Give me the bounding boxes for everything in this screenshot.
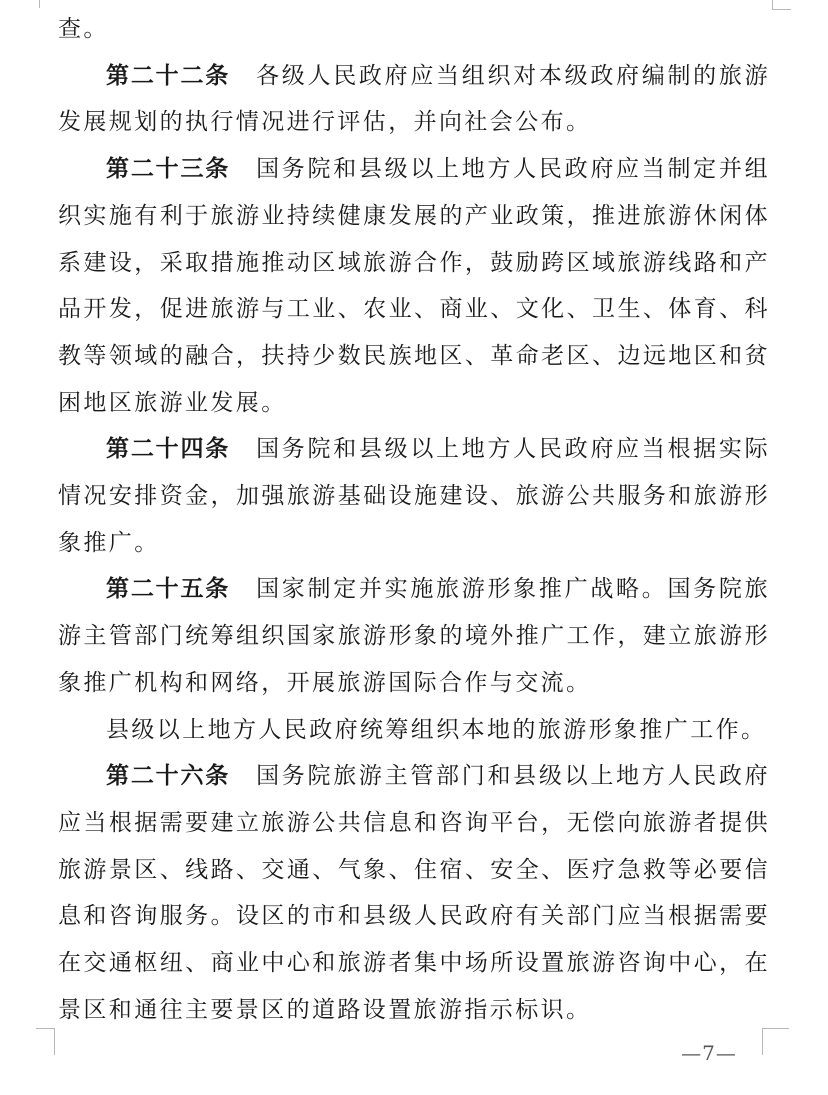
article-heading: 第二十二条 (106, 62, 231, 89)
paragraph-text: 县级以上地方人民政府统筹组织本地的旅游形象推广工作。 (106, 716, 767, 743)
article-22 (58, 53, 770, 146)
article-26 (58, 753, 770, 1033)
article-text: 国务院旅游主管部门和县级以上地方人民政府应当根据需要建立旅游公共信息和咨询平台，无偿向旅游者提供旅游景区、线路、交通、气象、住宿、安全、医疗急救等必要信息和咨询服务。设区的市和县级人民政府有关部门应当根据需要在交通枢纽、商业中心和旅游者集中场所设置旅游咨询中心，在景区和通往主要景区的道路设置旅游指示标识。 (58, 763, 770, 1023)
article-heading: 第二十三条 (106, 156, 231, 183)
article-text: 国务院和县级以上地方人民政府应当制定并组织实施有利于旅游业持续健康发展的产业政策，推进旅游休闲体系建设，采取措施推动区域旅游合作，鼓励跨区域旅游线路和产品开发，促进旅游与工业、农业、商业、文化、卫生、体育、科教等领域的融合，扶持少数民族地区、革命老区、边远地区和贫困地区旅游业发展。 (58, 156, 770, 416)
crop-mark-top-left (38, 0, 40, 8)
crop-mark-bottom-left (36, 1028, 55, 1055)
crop-mark-top-right (772, 0, 791, 10)
article-heading: 第二十五条 (106, 576, 231, 603)
document-body (58, 6, 770, 1033)
page-number: —7— (681, 1041, 737, 1065)
article-23 (58, 146, 770, 426)
article-24 (58, 426, 770, 566)
article-text: 国务院和县级以上地方人民政府应当根据实际情况安排资金，加强旅游基础设施建设、旅游公共服务和旅游形象推广。 (58, 436, 770, 556)
article-25 (58, 566, 770, 706)
paragraph-text: 查。 (58, 16, 109, 42)
article-text: 国家制定并实施旅游形象推广战略。国务院旅游主管部门统筹组织国家旅游形象的境外推广工作，建立旅游形象推广机构和网络，开展旅游国际合作与交流。 (58, 576, 770, 696)
article-heading: 第二十六条 (106, 763, 231, 790)
article-25-clause-2 (58, 707, 770, 754)
article-text: 各级人民政府应当组织对本级政府编制的旅游发展规划的执行情况进行评估，并向社会公布。 (58, 62, 770, 136)
article-heading: 第二十四条 (106, 436, 231, 463)
paragraph-continuation (58, 6, 770, 53)
